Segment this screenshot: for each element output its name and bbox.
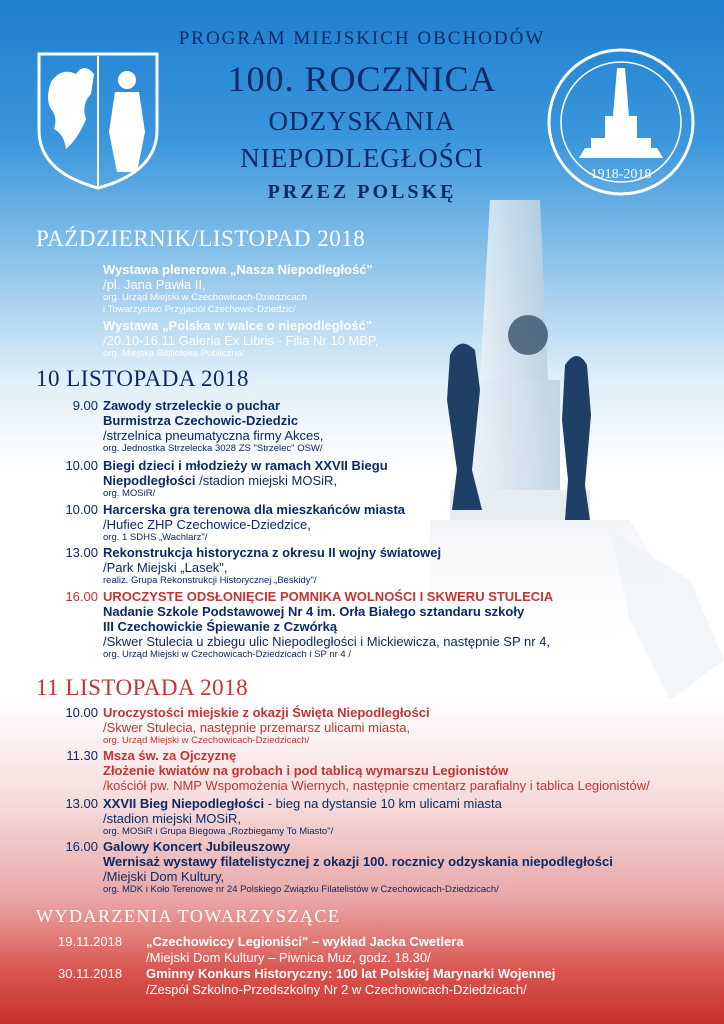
extra-event-1 (146, 934, 464, 966)
event-nov11-3 (103, 796, 502, 838)
seal-years: 1918-2018 (590, 167, 652, 182)
event-title: UROCZYSTE ODSŁONIĘCIE POMNIKA WOLNOŚCI I SKWERU STULECIA (103, 589, 554, 604)
event-nov11-1 (103, 705, 430, 747)
event-title: Nadanie Szkole Podstawowej Nr 4 im. Orła Białego sztandaru szkoły (103, 604, 525, 619)
event-org: org. MDK i Koło Terenowe nr 24 Polskiego Związku Filatelistów w Czechowicach-Dziedzicach/ (103, 884, 499, 895)
event-title: Złożenie kwiatów na grobach i pod tablicą wymarszu Legionistów (103, 763, 509, 778)
event-title: Rekonstrukcja historyczna z okresu II wojny światowej (103, 545, 442, 560)
section-11-november: 11 LISTOPADA 2018 (36, 675, 249, 700)
event-title: XXVII Bieg Niepodległości (103, 796, 265, 811)
event-detail: /stadion miejski MOSiR, (195, 473, 338, 488)
event-detail: /Skwer Stulecia, następnie przemarsz ulicami miasta, (103, 720, 411, 735)
event-time: 13.00 (65, 796, 98, 811)
event-nov10-4 (103, 545, 441, 587)
header-odzyskania: ODZYSKANIA (268, 106, 456, 136)
event-title: Harcerska gra terenowa dla mieszkańców miasta (103, 502, 406, 517)
event-nov11-2 (103, 748, 650, 793)
event-title: Niepodległości (103, 473, 196, 488)
extra-date: 30.11.2018 (58, 966, 123, 981)
event-title: „Czechowiccy Legioniści" – wykład Jacka Cwetlera (146, 934, 464, 949)
event-oct-2 (103, 318, 379, 360)
event-title: Wernisaż wystawy filatelistycznej z okazji 100. rocznicy odzyskania niepodległości (103, 854, 613, 869)
event-time: 16.00 (65, 589, 98, 604)
event-title: Msza św. za Ojczyznę (103, 748, 237, 763)
event-detail: - bieg na dystansie 10 km ulicami miasta (264, 796, 502, 811)
event-time: 10.00 (65, 502, 98, 517)
event-org: org. Jednostka Strzelecka 3028 ZS "Strzelec" OSW/ (103, 443, 323, 454)
header-anniversary: 100. ROCZNICA (227, 59, 497, 99)
event-time: 16.00 (65, 839, 98, 854)
event-detail: /strzelnica pneumatyczna firmy Akces, (103, 428, 324, 443)
event-detail: /stadion miejski MOSiR, (103, 811, 241, 826)
event-title: Wystawa „Polska w walce o niepodległość" (103, 318, 372, 333)
extra-event-2 (146, 966, 555, 998)
event-detail: /Park Miejski „Lasek", (103, 560, 228, 575)
event-detail: /Hufiec ZHP Czechowice-Dziedzice, (103, 517, 311, 532)
event-title: Burmistrza Czechowic-Dziedzic (103, 413, 299, 428)
event-title: Uroczystości miejskie z okazji Święta Niepodległości (103, 705, 430, 720)
header-niepodleglosci: NIEPODLEGŁOŚCI (240, 143, 484, 173)
event-detail: /Skwer Stulecia u zbiegu ulic Niepodległości i Mickiewicza, następnie SP nr 4, (103, 634, 551, 649)
event-org: org. Urząd Miejski w Czechowicach-Dziedzicach (103, 292, 307, 303)
header-przez-polske: PRZEZ POLSKĘ (267, 181, 457, 203)
event-nov10-5 (103, 589, 553, 661)
section-october-november: PAŹDZIERNIK/LISTOPAD 2018 (36, 226, 366, 251)
event-org: org. MOSiR/ (103, 488, 156, 499)
event-org: org. Urząd Miejski w Czechowicach-Dziedzicach i SP nr 4 / (103, 649, 351, 660)
event-org: org. MOSiR i Grupa Biegowa „Rozbiegamy To Miasto"/ (103, 826, 334, 837)
section-10-november: 10 LISTOPADA 2018 (36, 366, 249, 391)
event-time: 9.00 (72, 398, 98, 413)
event-title: III Czechowickie Śpiewanie z Czwórką (103, 619, 338, 634)
event-detail: /Zespół Szkolno-Przedszkolny Nr 2 w Czechowicach-Dziedzicach/ (146, 982, 527, 997)
event-title: Galowy Koncert Jubileuszowy (103, 839, 291, 854)
event-detail: /20.10-16.11 Galeria Ex Libris - Filia Nr 10 MBP, (103, 333, 379, 348)
event-org: realiz. Grupa Rekonstrukcji Historycznej „Beskidy"/ (103, 575, 317, 586)
event-time: 13.00 (65, 545, 98, 560)
extra-date: 19.11.2018 (58, 934, 123, 949)
event-nov11-4 (103, 839, 613, 896)
event-title: Wystawa plenerowa „Nasza Niepodległość" (103, 262, 373, 277)
event-oct-1 (103, 262, 373, 316)
event-org: org. 1 SDHS „Wachlarz"/ (103, 532, 208, 543)
section-accompanying-events: WYDARZENIA TOWARZYSZĄCE (36, 906, 341, 926)
event-org: org. Miejska Biblioteka Publiczna/ (103, 348, 245, 359)
event-detail: /Miejski Dom Kultury, (103, 869, 225, 884)
event-nov10-2 (103, 458, 388, 500)
event-nov10-1 (103, 398, 323, 455)
event-title: Zawody strzeleckie o puchar (103, 398, 281, 413)
event-nov10-3 (103, 502, 405, 544)
event-title: Biegi dzieci i młodzieży w ramach XXVII Biegu (103, 458, 388, 473)
event-time: 11.30 (66, 748, 98, 763)
header-program: PROGRAM MIEJSKICH OBCHODÓW (178, 28, 546, 49)
event-time: 10.00 (65, 705, 98, 720)
event-detail: /pl. Jana Pawła II, (103, 277, 206, 292)
event-org: i Towarzystwo Przyjaciół Czechowic-Dziedzic/ (103, 304, 296, 315)
event-detail: /Miejski Dom Kultury – Piwnica Muz, godz. 18.30/ (146, 950, 431, 965)
event-time: 10.00 (65, 458, 98, 473)
event-detail: /kościół pw. NMP Wspomożenia Wiernych, następnie cmentarz parafialny i tablica Legionistów/ (103, 778, 650, 793)
event-title: Gminny Konkurs Historyczny: 100 lat Polskiej Marynarki Wojennej (146, 966, 556, 981)
event-org: org. Urząd Miejski w Czechowicach-Dziedzicach/ (103, 735, 310, 746)
